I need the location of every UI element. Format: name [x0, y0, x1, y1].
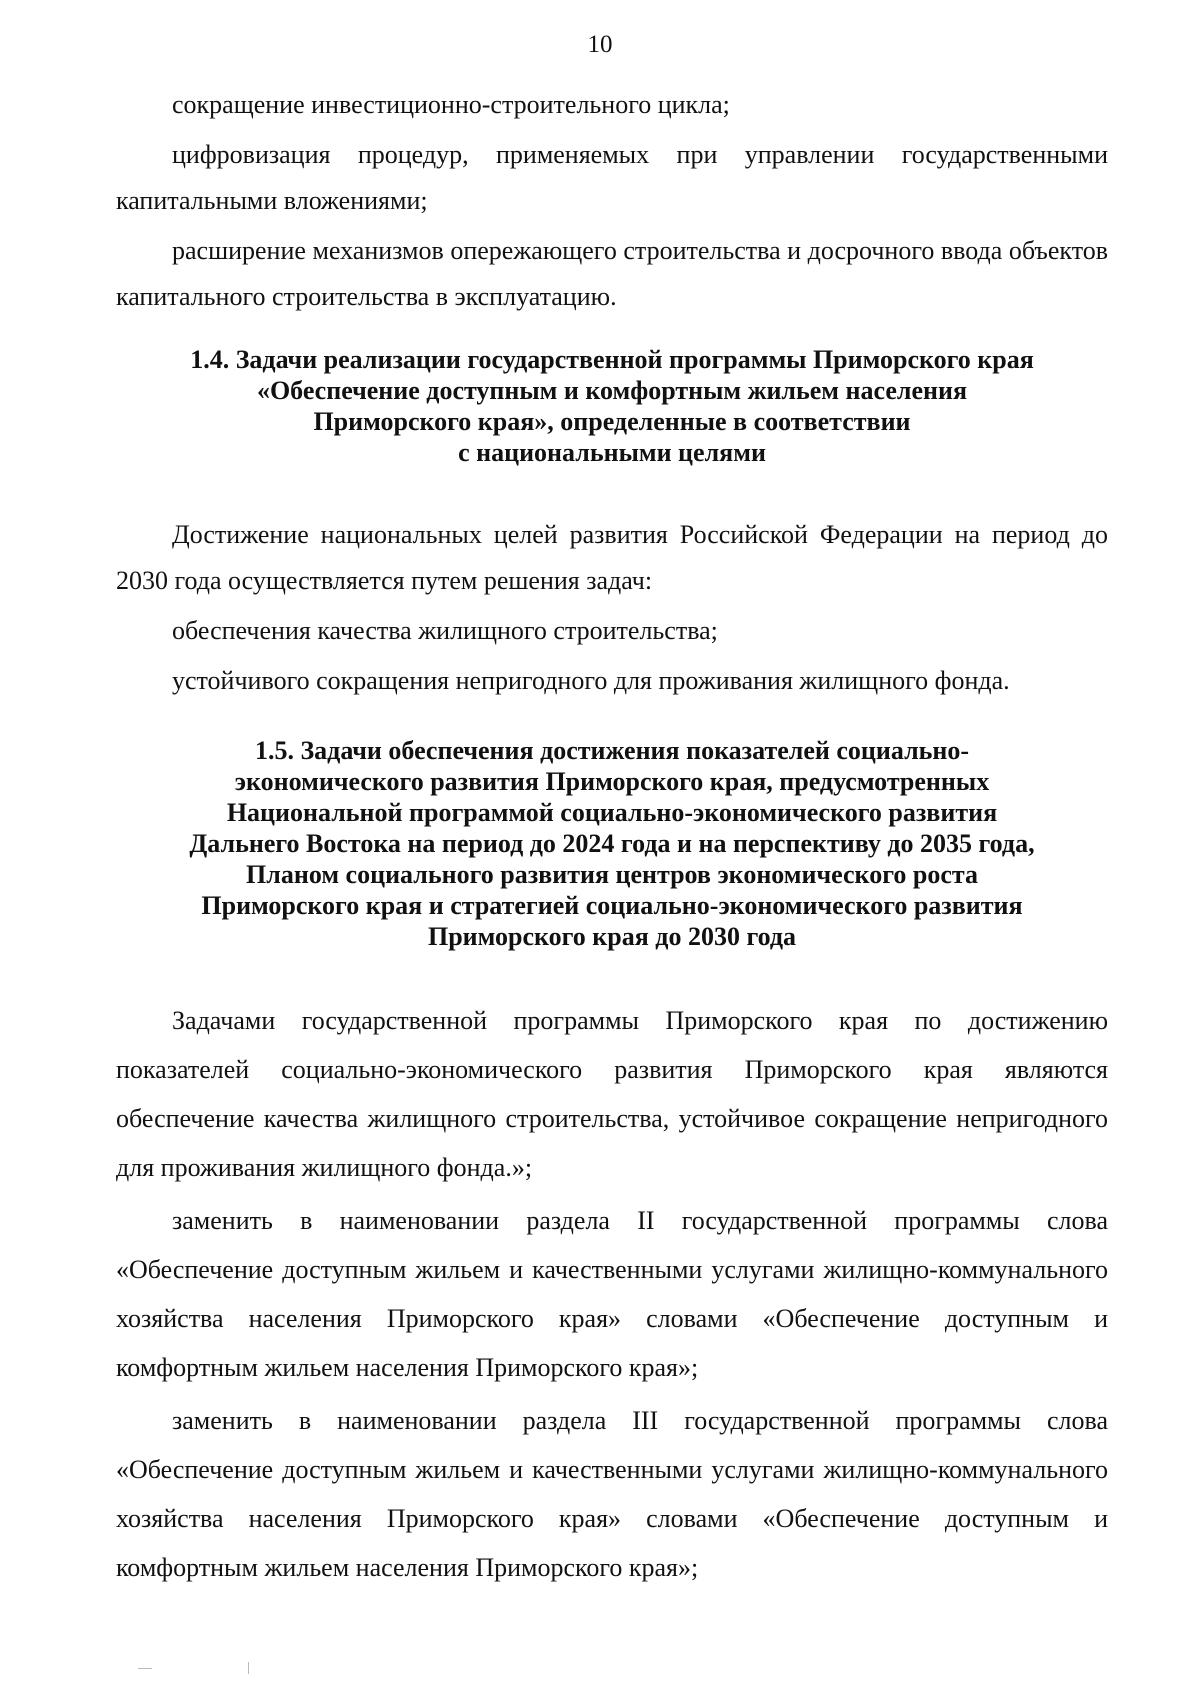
heading-line: Планом социального развития центров экономического роста — [246, 860, 978, 889]
section-heading-1-5 — [116, 735, 1108, 952]
list-item: устойчивого сокращения непригодного для проживания жилищного фонда. — [172, 666, 1010, 695]
scan-artifact-line — [138, 1668, 152, 1669]
page-number: 10 — [587, 31, 613, 58]
list-item: обеспечения качества жилищного строительства; — [172, 616, 718, 645]
heading-line: Приморского края и стратегией социально-экономического развития — [201, 891, 1023, 920]
section-1-4-body — [116, 512, 1108, 708]
section-1-5-body — [116, 996, 1108, 1596]
paragraph: Задачами государственной программы Приморского края по достижению показателей социально-экономического развития Приморского края являются обеспечение качества жилищного строительства, устойчивое сокращение непригодного для проживания жилищного фонда.»; — [116, 1006, 1108, 1182]
amendment-paragraph: заменить в наименовании раздела III государственной программы слова «Обеспечение доступным жильем и качественными услугами жилищно-коммунального хозяйства населения Приморского края» словами «Обеспечение доступным и комфортным жильем населения Приморского края»; — [116, 1406, 1108, 1582]
heading-line: экономического развития Приморского края, предусмотренных — [234, 767, 990, 796]
paragraph: Достижение национальных целей развития Российской Федерации на период до 2030 года осуществляется путем решения задач: — [116, 520, 1108, 595]
list-item: сокращение инвестиционно-строительного цикла; — [172, 90, 730, 119]
heading-line: с национальными целями — [458, 438, 766, 467]
amendment-paragraph: заменить в наименовании раздела II государственной программы слова «Обеспечение доступным жильем и качественными услугами жилищно-коммунального хозяйства населения Приморского края» словами «Обеспечение доступным и комфортным жильем населения Приморского края»; — [116, 1206, 1108, 1382]
list-item: расширение механизмов опережающего строительства и досрочного ввода объектов капитального строительства в эксплуатацию. — [116, 236, 1108, 311]
heading-line: Приморского края до 2030 года — [427, 922, 797, 951]
heading-line: «Обеспечение доступным и комфортным жильем населения — [256, 376, 968, 405]
heading-line: 1.5. Задачи обеспечения достижения показателей социально- — [254, 736, 970, 765]
heading-line: Национальной программой социально-экономического развития — [226, 798, 998, 827]
intro-list — [116, 82, 1108, 324]
heading-line: Дальнего Востока на период до 2024 года и на перспективу до 2035 года, — [189, 829, 1035, 858]
scan-artifact-line — [248, 1662, 249, 1674]
list-item: цифровизация процедур, применяемых при управлении государственными капитальными вложениями; — [116, 140, 1108, 215]
heading-line: 1.4. Задачи реализации государственной программы Приморского края — [190, 345, 1034, 374]
heading-line: Приморского края», определенные в соответствии — [313, 407, 911, 436]
section-heading-1-4 — [116, 344, 1108, 468]
